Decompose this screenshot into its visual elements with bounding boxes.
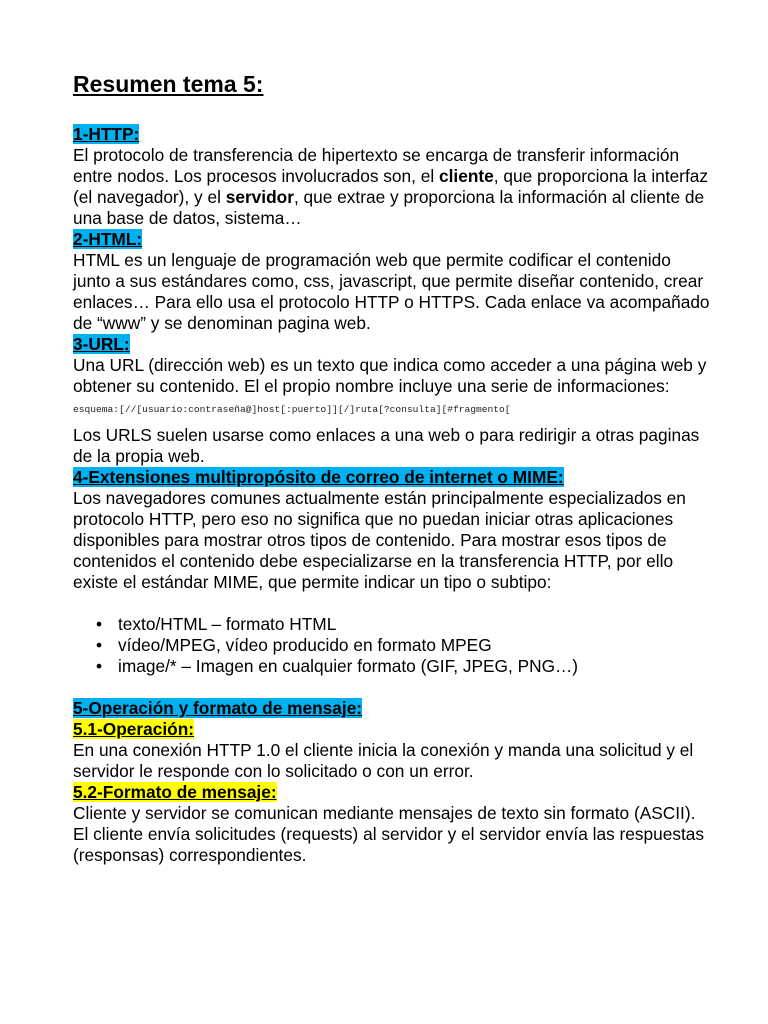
list-item <box>73 614 713 635</box>
heading-operacion: 5-Operación y formato de mensaje: <box>73 698 363 718</box>
document-page <box>73 66 713 866</box>
heading-http: 1-HTTP: <box>73 124 140 144</box>
section-heading-url <box>73 334 713 355</box>
mime-type-list <box>73 614 713 677</box>
heading-5-2-formato: 5.2-Formato de mensaje: <box>73 782 277 802</box>
paragraph-url-usage: Los URLS suelen usarse como enlaces a una web o para redirigir a otras paginas de la propia web. <box>73 425 700 466</box>
paragraph-mime: Los navegadores comunes actualmente están principalmente especializados en protocolo HTTP, pero eso no significa que no puedan iniciar otras aplicaciones disponibles para mostrar otros tipos de contenido. Para mostrar esos tipos de contenidos el contenido debe especializarse en la transferencia HTTP, por ello existe el estándar MIME, que permite indicar un tipo o subtipo: <box>73 488 686 592</box>
subsection-heading-formato <box>73 782 713 803</box>
section-heading-http <box>73 124 713 145</box>
list-item <box>73 635 713 656</box>
list-item-text: texto/HTML – formato HTML <box>118 614 337 634</box>
subsection-heading-operacion <box>73 719 713 740</box>
bold-term-cliente: cliente <box>439 166 494 186</box>
url-schema: esquema:[//[usuario:contraseña@]host[:puerto]][/]ruta[?consulta][#fragmento[ <box>73 404 511 415</box>
section-heading-mime <box>73 467 713 488</box>
bullet-icon: • <box>96 656 103 676</box>
page-title: Resumen tema 5: <box>73 71 264 97</box>
heading-url: 3-URL: <box>73 334 130 354</box>
heading-mime: 4-Extensiones multipropósito de correo de internet o MIME: <box>73 467 564 487</box>
paragraph-html: HTML es un lenguaje de programación web que permite codificar el contenido junto a sus estándares como, css, javascript, que permite diseñar contenido, crear enlaces… Para ello usa el protocolo HTTP o HTTPS. Cada enlace va acompañado de “www” y se denominan pagina web. <box>73 250 710 333</box>
text-span: , que extrae y proporciona la información al cliente de una base de datos, sistema… <box>73 187 705 228</box>
spacer <box>73 102 713 124</box>
paragraph-http <box>73 145 713 229</box>
spacer <box>73 677 713 698</box>
heading-html: 2-HTML: <box>73 229 143 249</box>
section-heading-html <box>73 229 713 250</box>
spacer <box>73 593 713 614</box>
paragraph-formato: Cliente y servidor se comunican mediante mensajes de texto sin formato (ASCII). El cliente envía solicitudes (requests) al servidor y el servidor envía las respuestas (responsas) correspondientes. <box>73 803 705 865</box>
list-item-text: image/* – Imagen en cualquier formato (GIF, JPEG, PNG…) <box>118 656 579 676</box>
bullet-icon: • <box>96 614 103 634</box>
bullet-icon: • <box>96 635 103 655</box>
list-item-text: vídeo/MPEG, vídeo producido en formato MPEG <box>118 635 492 655</box>
paragraph-url: Una URL (dirección web) es un texto que indica como acceder a una página web y obtener su contenido. El el propio nombre incluye una serie de informaciones: <box>73 355 707 396</box>
text-span: El protocolo de transferencia de hipertexto se encarga de transferir información entre nodos. Los procesos involucrados son, el <box>73 145 680 186</box>
paragraph-operacion: En una conexión HTTP 1.0 el cliente inicia la conexión y manda una solicitud y el servidor le responde con lo solicitado o con un error. <box>73 740 694 781</box>
text-span: , que proporciona la interfaz (el navegador), y el <box>73 166 708 207</box>
section-heading-operacion <box>73 698 713 719</box>
bold-term-servidor: servidor <box>225 187 294 207</box>
heading-5-1-operacion: 5.1-Operación: <box>73 719 195 739</box>
list-item <box>73 656 713 677</box>
